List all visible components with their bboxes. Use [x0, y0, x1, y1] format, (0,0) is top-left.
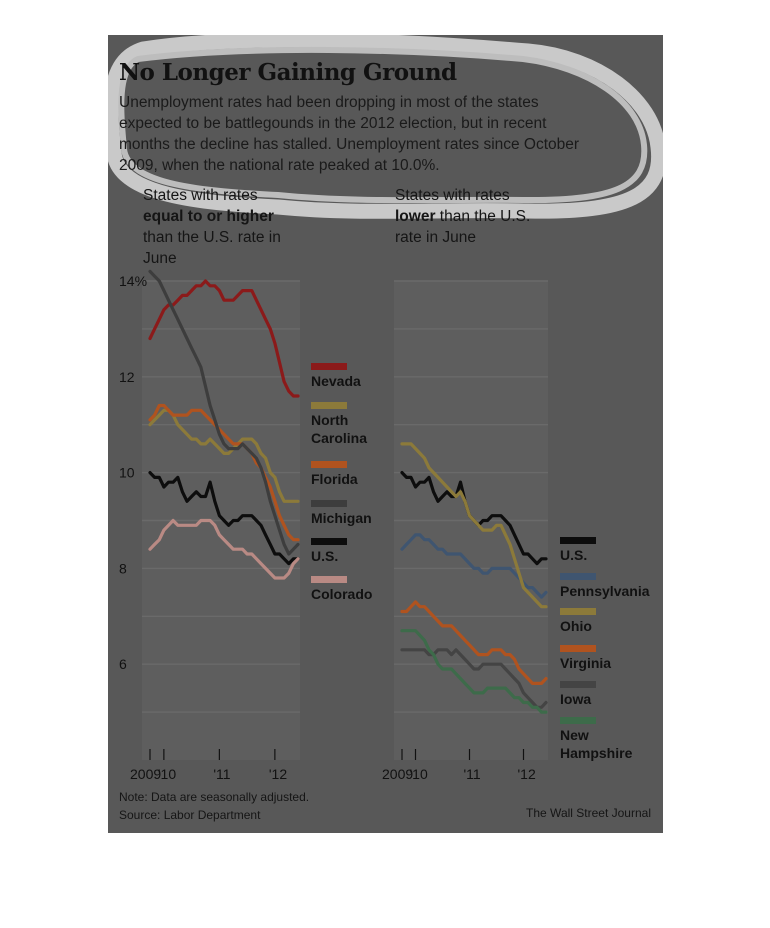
legend-swatch: [560, 681, 596, 688]
y-tick-label: 12: [119, 368, 135, 385]
legend-label: U.S.: [560, 547, 588, 563]
x-tick-label: '12: [517, 766, 536, 782]
line-charts: [108, 35, 663, 833]
left-heading-pre: States with rates: [143, 187, 258, 204]
y-tick-label: 14%: [119, 273, 148, 289]
legend-swatch: [560, 573, 596, 580]
x-tick-label: '11: [463, 766, 481, 782]
right-heading-post: than the U.S. rate in June: [395, 208, 531, 246]
source-text: Source: Labor Department: [119, 808, 261, 822]
note-text: Note: Data are seasonally adjusted.: [119, 790, 310, 804]
legend-swatch: [311, 538, 347, 545]
legend-label: New: [560, 727, 589, 743]
x-tick-label: '10: [409, 766, 428, 782]
legend-label: Hampshire: [560, 745, 633, 761]
legend-swatch: [560, 608, 596, 615]
legend-label: Colorado: [311, 586, 373, 602]
x-tick-label: 2009: [382, 766, 414, 782]
y-tick-label: 6: [119, 656, 127, 673]
legend-label: Nevada: [311, 373, 361, 389]
legend-label: Carolina: [311, 430, 368, 446]
chart-subtitle: Unemployment rates had been dropping in most of the states expected to be battlegounds in the 2012 election, but in recent months the decline has stalled. Unemployment rates since October 2009, when the national rate peaked at 10.0%.: [119, 94, 580, 174]
chart-figure: [108, 35, 663, 833]
x-tick-label: '11: [213, 766, 231, 782]
legend-label: U.S.: [311, 548, 339, 564]
x-tick-label: '10: [157, 766, 177, 782]
legend-swatch: [560, 537, 596, 544]
legend-swatch: [311, 576, 347, 583]
legend-swatch: [311, 461, 347, 468]
legend-label: Ohio: [560, 618, 592, 634]
legend-label: Iowa: [560, 691, 592, 707]
legend-swatch: [311, 402, 347, 409]
legend-label: Michigan: [311, 510, 372, 526]
chart-notes: [119, 788, 309, 824]
x-tick-label: 2009: [130, 766, 162, 782]
left-heading-post: than the U.S. rate in June: [143, 229, 281, 267]
legend-swatch: [560, 717, 596, 724]
legend-swatch: [560, 645, 596, 652]
legend-swatch: [311, 363, 347, 370]
y-tick-label: 10: [119, 464, 135, 481]
legend-label: North: [311, 412, 349, 428]
left-heading-emph: equal to or higher: [143, 208, 274, 225]
right-heading-pre: States with rates: [395, 187, 510, 204]
x-tick-label: '12: [268, 766, 288, 782]
credit-text: The Wall Street Journal: [526, 806, 651, 820]
y-tick-label: 8: [119, 560, 127, 577]
right-heading-emph: lower: [395, 208, 436, 225]
legend-label: Virginia: [560, 655, 612, 671]
legend-swatch: [311, 500, 347, 507]
legend-label: Florida: [311, 471, 358, 487]
legend-label: Pennsylvania: [560, 583, 650, 599]
page-title: No Longer Gaining Ground: [119, 59, 457, 86]
